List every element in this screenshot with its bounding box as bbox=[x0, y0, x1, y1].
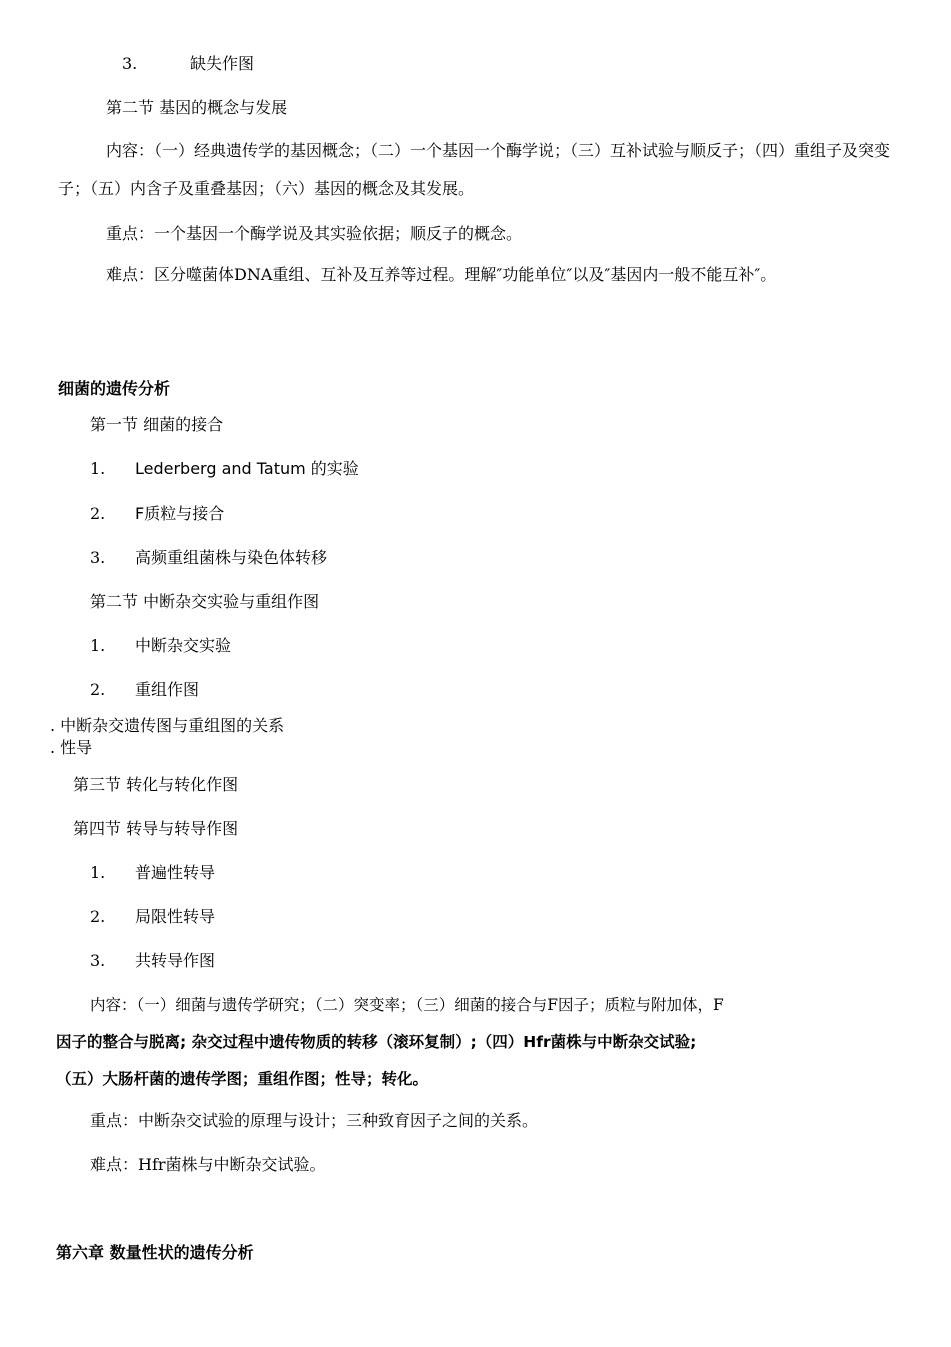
list-text: 高频重组菌株与染色体转移 bbox=[135, 548, 328, 567]
list-text: 共转导作图 bbox=[135, 951, 216, 970]
list-item bbox=[90, 458, 359, 481]
section-heading: 第二节 中断杂交实验与重组作图 bbox=[90, 592, 320, 611]
list-number: 2. bbox=[90, 907, 106, 926]
list-item bbox=[90, 547, 327, 570]
section-heading: 第二节 基因的概念与发展 bbox=[106, 98, 288, 117]
chapter-title: 细菌的遗传分析 bbox=[58, 379, 171, 398]
difficult-points: 难点：Hfr菌株与中断杂交试验。 bbox=[90, 1155, 326, 1174]
content-paragraph: 内容：（一）细菌与遗传学研究；（二）突变率；（三）细菌的接合与F因子；质粒与附加体，F bbox=[90, 996, 724, 1014]
list-number: 3. bbox=[90, 548, 106, 567]
list-text: 局限性转导 bbox=[135, 907, 216, 926]
list-text: 重组作图 bbox=[135, 680, 200, 699]
chapter-title: 第六章 数量性状的遗传分析 bbox=[56, 1243, 254, 1262]
content-paragraph: 因子的整合与脱离; 杂交过程中遗传物质的转移（滚环复制）;（四）Hfr菌株与中断杂交试验; bbox=[56, 1033, 697, 1051]
list-item: . 性导 bbox=[50, 738, 93, 757]
list-number: 3. bbox=[122, 54, 138, 73]
key-points: 重点：一个基因一个酶学说及其实验依据；顺反子的概念。 bbox=[106, 224, 523, 243]
list-text: 质粒与接合 bbox=[144, 504, 225, 523]
list-number: 2. bbox=[90, 680, 106, 699]
list-text: 中断杂交实验 bbox=[135, 636, 232, 655]
list-item bbox=[90, 950, 215, 972]
list-text: 的实验 bbox=[310, 459, 359, 478]
list-text-latin: F bbox=[135, 504, 145, 523]
list-item bbox=[122, 53, 254, 75]
list-item bbox=[90, 503, 224, 526]
content-paragraph bbox=[58, 132, 898, 208]
list-item bbox=[90, 635, 231, 657]
list-number: 1. bbox=[90, 459, 106, 478]
content-text: 内容：（一）经典遗传学的基因概念；（二）一个基因一个酶学说；（三）互补试验与顺反子；（四）重组子及突变子；（五）内含子及重叠基因；（六）基因的概念及其发展。 bbox=[58, 141, 891, 198]
list-text: 普遍性转导 bbox=[135, 863, 216, 882]
list-item bbox=[90, 679, 199, 701]
section-heading: 第三节 转化与转化作图 bbox=[73, 775, 239, 794]
key-points: 重点：中断杂交试验的原理与设计；三种致育因子之间的关系。 bbox=[90, 1111, 539, 1130]
list-item: . 中断杂交遗传图与重组图的关系 bbox=[50, 716, 285, 735]
section-heading: 第一节 细菌的接合 bbox=[90, 415, 224, 434]
content-paragraph: （五）大肠杆菌的遗传学图；重组作图；性导；转化。 bbox=[56, 1070, 429, 1088]
difficult-points bbox=[58, 256, 858, 294]
list-number: 1. bbox=[90, 863, 106, 882]
list-text: 缺失作图 bbox=[190, 54, 255, 73]
list-number: 3. bbox=[90, 951, 106, 970]
list-item bbox=[90, 906, 215, 928]
list-text-latin: Lederberg and Tatum bbox=[135, 459, 311, 478]
list-number: 2. bbox=[90, 504, 106, 523]
difficult-text: 难点：区分噬菌体DNA重组、互补及互养等过程。理解″功能单位″以及″基因内一般不能互补″。 bbox=[106, 265, 777, 284]
section-heading: 第四节 转导与转导作图 bbox=[73, 819, 239, 838]
list-number: 1. bbox=[90, 636, 106, 655]
list-item bbox=[90, 862, 215, 884]
